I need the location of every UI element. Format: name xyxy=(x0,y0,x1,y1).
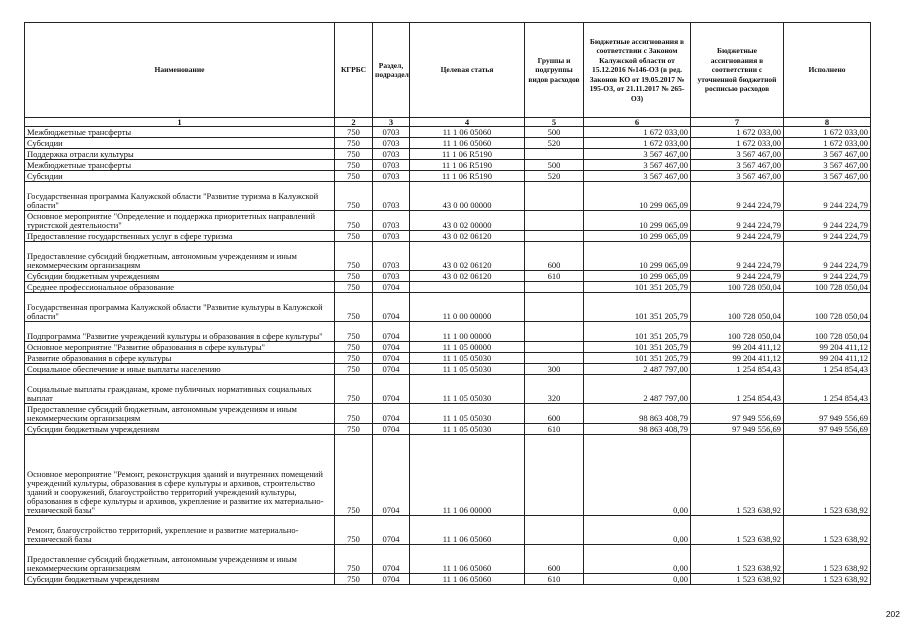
row-expense-group: 610 xyxy=(525,424,584,435)
row-expense-group: 600 xyxy=(525,404,584,424)
column-number: 2 xyxy=(335,118,373,127)
row-target-article: 11 1 05 05030 xyxy=(410,353,525,364)
row-law-allocation: 101 351 205,79 xyxy=(584,282,691,293)
table-row xyxy=(25,171,871,182)
table-row xyxy=(25,160,871,171)
row-executed: 100 728 050,04 xyxy=(784,322,871,342)
header-law: Бюджетные ассигнования в соответствии с Законом Калужской области от 15.12.2016 №146-ОЗ (в ред. Законов КО от 19.05.2017 № 195-ОЗ, от 21.11.2017 № 265-ОЗ) xyxy=(584,23,691,118)
row-name: Развитие образования в сфере культуры xyxy=(25,353,335,364)
row-list-allocation: 1 254 854,43 xyxy=(691,364,784,375)
row-target-article: 11 1 06 05060 xyxy=(410,127,525,138)
row-section: 0704 xyxy=(373,282,410,293)
table-header-row xyxy=(25,23,871,118)
row-executed: 9 244 224,79 xyxy=(784,182,871,211)
row-name: Предоставление субсидий бюджетным, автономным учреждениям и иным некоммерческим организациям xyxy=(25,404,335,424)
column-number: 7 xyxy=(691,118,784,127)
row-name: Межбюджетные трансферты xyxy=(25,127,335,138)
header-target: Целевая статья xyxy=(410,23,525,118)
row-list-allocation: 3 567 467,00 xyxy=(691,171,784,182)
table-row xyxy=(25,364,871,375)
row-kgrbs: 750 xyxy=(335,282,373,293)
row-target-article: 11 1 06 05060 xyxy=(410,138,525,149)
row-kgrbs: 750 xyxy=(335,516,373,545)
row-section: 0704 xyxy=(373,435,410,516)
row-name: Субсидии бюджетным учреждениям xyxy=(25,271,335,282)
row-name: Предоставление государственных услуг в сфере туризма xyxy=(25,231,335,242)
row-name: Основное мероприятие "Определение и поддержка приоритетных направлений туристской деятельности" xyxy=(25,211,335,231)
column-number: 4 xyxy=(410,118,525,127)
row-executed: 9 244 224,79 xyxy=(784,242,871,271)
table-row xyxy=(25,211,871,231)
row-target-article: 43 0 02 06120 xyxy=(410,231,525,242)
row-list-allocation: 99 204 411,12 xyxy=(691,353,784,364)
row-name: Межбюджетные трансферты xyxy=(25,160,335,171)
row-list-allocation: 100 728 050,04 xyxy=(691,322,784,342)
row-executed: 1 672 033,00 xyxy=(784,127,871,138)
row-law-allocation: 2 487 797,00 xyxy=(584,375,691,404)
row-executed: 1 254 854,43 xyxy=(784,375,871,404)
row-list-allocation: 9 244 224,79 xyxy=(691,211,784,231)
row-law-allocation: 10 299 065,09 xyxy=(584,211,691,231)
row-law-allocation: 98 863 408,79 xyxy=(584,404,691,424)
row-section: 0704 xyxy=(373,342,410,353)
row-list-allocation: 9 244 224,79 xyxy=(691,231,784,242)
row-section: 0704 xyxy=(373,574,410,585)
row-law-allocation: 10 299 065,09 xyxy=(584,231,691,242)
row-expense-group: 520 xyxy=(525,171,584,182)
header-section: Раздел, подраздел xyxy=(373,23,410,118)
row-kgrbs: 750 xyxy=(335,271,373,282)
header-name: Наименование xyxy=(25,23,335,118)
row-kgrbs: 750 xyxy=(335,211,373,231)
row-list-allocation: 9 244 224,79 xyxy=(691,242,784,271)
row-target-article: 43 0 00 00000 xyxy=(410,182,525,211)
row-name: Поддержка отрасли культуры xyxy=(25,149,335,160)
row-section: 0703 xyxy=(373,127,410,138)
table-row xyxy=(25,293,871,322)
row-executed: 97 949 556,69 xyxy=(784,404,871,424)
row-expense-group xyxy=(525,293,584,322)
row-list-allocation: 1 254 854,43 xyxy=(691,375,784,404)
row-expense-group: 300 xyxy=(525,364,584,375)
row-kgrbs: 750 xyxy=(335,182,373,211)
row-list-allocation: 1 523 638,92 xyxy=(691,435,784,516)
column-number: 5 xyxy=(525,118,584,127)
row-kgrbs: 750 xyxy=(335,404,373,424)
table-row xyxy=(25,574,871,585)
row-name: Среднее профессиональное образование xyxy=(25,282,335,293)
row-list-allocation: 100 728 050,04 xyxy=(691,293,784,322)
row-section: 0704 xyxy=(373,516,410,545)
row-target-article: 11 1 06 R5190 xyxy=(410,149,525,160)
row-kgrbs: 750 xyxy=(335,353,373,364)
row-section: 0703 xyxy=(373,182,410,211)
row-expense-group: 500 xyxy=(525,127,584,138)
row-list-allocation: 9 244 224,79 xyxy=(691,271,784,282)
row-target-article: 11 1 06 05060 xyxy=(410,516,525,545)
row-name: Социальное обеспечение и иные выплаты населению xyxy=(25,364,335,375)
row-law-allocation: 1 672 033,00 xyxy=(584,127,691,138)
column-number: 6 xyxy=(584,118,691,127)
header-list: Бюджетные ассигнования в соответствии с уточненной бюджетной росписью расходов xyxy=(691,23,784,118)
row-expense-group xyxy=(525,516,584,545)
row-kgrbs: 750 xyxy=(335,342,373,353)
row-target-article: 43 0 02 06120 xyxy=(410,242,525,271)
row-target-article: 11 1 05 05030 xyxy=(410,364,525,375)
row-target-article: 11 1 06 R5190 xyxy=(410,160,525,171)
row-law-allocation: 3 567 467,00 xyxy=(584,149,691,160)
table-row xyxy=(25,271,871,282)
row-law-allocation: 101 351 205,79 xyxy=(584,342,691,353)
row-section: 0703 xyxy=(373,171,410,182)
row-executed: 99 204 411,12 xyxy=(784,353,871,364)
row-expense-group: 600 xyxy=(525,545,584,574)
row-section: 0703 xyxy=(373,231,410,242)
table-row xyxy=(25,424,871,435)
row-executed: 3 567 467,00 xyxy=(784,171,871,182)
table-row xyxy=(25,353,871,364)
row-expense-group xyxy=(525,353,584,364)
row-section: 0704 xyxy=(373,404,410,424)
row-law-allocation: 0,00 xyxy=(584,574,691,585)
row-expense-group: 520 xyxy=(525,138,584,149)
row-expense-group: 320 xyxy=(525,375,584,404)
row-name: Предоставление субсидий бюджетным, автономным учреждениям и иным некоммерческим организациям xyxy=(25,545,335,574)
row-law-allocation: 10 299 065,09 xyxy=(584,182,691,211)
row-section: 0704 xyxy=(373,375,410,404)
row-target-article: 11 1 05 05030 xyxy=(410,404,525,424)
row-target-article: 11 1 06 00000 xyxy=(410,435,525,516)
row-list-allocation: 1 523 638,92 xyxy=(691,574,784,585)
row-section: 0704 xyxy=(373,364,410,375)
row-section: 0704 xyxy=(373,293,410,322)
table-row xyxy=(25,545,871,574)
row-target-article: 43 0 02 06120 xyxy=(410,271,525,282)
row-law-allocation: 1 672 033,00 xyxy=(584,138,691,149)
row-section: 0703 xyxy=(373,271,410,282)
table-row xyxy=(25,342,871,353)
row-executed: 100 728 050,04 xyxy=(784,282,871,293)
table-row xyxy=(25,282,871,293)
row-executed: 1 523 638,92 xyxy=(784,545,871,574)
row-expense-group xyxy=(525,231,584,242)
table-row xyxy=(25,375,871,404)
row-target-article: 11 1 00 00000 xyxy=(410,322,525,342)
row-target-article: 11 1 05 05030 xyxy=(410,375,525,404)
row-executed: 9 244 224,79 xyxy=(784,211,871,231)
row-kgrbs: 750 xyxy=(335,435,373,516)
row-law-allocation: 10 299 065,09 xyxy=(584,271,691,282)
row-expense-group xyxy=(525,282,584,293)
table-row xyxy=(25,516,871,545)
row-section: 0703 xyxy=(373,211,410,231)
row-executed: 1 254 854,43 xyxy=(784,364,871,375)
row-expense-group xyxy=(525,211,584,231)
row-kgrbs: 750 xyxy=(335,231,373,242)
row-expense-group: 600 xyxy=(525,242,584,271)
row-expense-group: 500 xyxy=(525,160,584,171)
row-name: Основное мероприятие "Развитие образования в сфере культуры" xyxy=(25,342,335,353)
row-name: Субсидии бюджетным учреждениям xyxy=(25,424,335,435)
row-target-article: 11 1 05 05030 xyxy=(410,424,525,435)
row-list-allocation: 97 949 556,69 xyxy=(691,404,784,424)
row-name: Ремонт, благоустройство территорий, укрепление и развитие материально-технической базы xyxy=(25,516,335,545)
row-executed: 9 244 224,79 xyxy=(784,271,871,282)
row-law-allocation: 101 351 205,79 xyxy=(584,322,691,342)
row-executed: 1 523 638,92 xyxy=(784,435,871,516)
row-kgrbs: 750 xyxy=(335,138,373,149)
row-name: Государственная программа Калужской области "Развитие туризма в Калужской области" xyxy=(25,182,335,211)
row-law-allocation: 3 567 467,00 xyxy=(584,160,691,171)
row-expense-group: 610 xyxy=(525,574,584,585)
row-expense-group xyxy=(525,322,584,342)
row-law-allocation: 101 351 205,79 xyxy=(584,293,691,322)
header-done: Исполнено xyxy=(784,23,871,118)
row-section: 0703 xyxy=(373,242,410,271)
row-expense-group xyxy=(525,435,584,516)
row-kgrbs: 750 xyxy=(335,424,373,435)
row-section: 0704 xyxy=(373,424,410,435)
row-kgrbs: 750 xyxy=(335,149,373,160)
row-section: 0704 xyxy=(373,545,410,574)
row-name: Государственная программа Калужской области "Развитие культуры в Калужской области" xyxy=(25,293,335,322)
table-row xyxy=(25,435,871,516)
row-expense-group: 610 xyxy=(525,271,584,282)
table-row xyxy=(25,182,871,211)
row-section: 0704 xyxy=(373,353,410,364)
row-list-allocation: 3 567 467,00 xyxy=(691,149,784,160)
header-groups: Группы и подгруппы видов расходов xyxy=(525,23,584,118)
row-law-allocation: 2 487 797,00 xyxy=(584,364,691,375)
table-row xyxy=(25,242,871,271)
budget-table xyxy=(24,22,871,585)
row-target-article: 11 1 06 05060 xyxy=(410,545,525,574)
table-row xyxy=(25,322,871,342)
row-kgrbs: 750 xyxy=(335,545,373,574)
table-row xyxy=(25,149,871,160)
row-law-allocation: 0,00 xyxy=(584,435,691,516)
row-executed: 100 728 050,04 xyxy=(784,293,871,322)
row-executed: 1 523 638,92 xyxy=(784,516,871,545)
row-expense-group xyxy=(525,182,584,211)
row-kgrbs: 750 xyxy=(335,322,373,342)
row-expense-group xyxy=(525,149,584,160)
row-kgrbs: 750 xyxy=(335,375,373,404)
row-executed: 97 949 556,69 xyxy=(784,424,871,435)
header-kgrbs: КГРБС xyxy=(335,23,373,118)
row-list-allocation: 1 672 033,00 xyxy=(691,127,784,138)
row-law-allocation: 0,00 xyxy=(584,545,691,574)
row-name: Социальные выплаты гражданам, кроме публичных нормативных социальных выплат xyxy=(25,375,335,404)
row-section: 0704 xyxy=(373,322,410,342)
row-list-allocation: 99 204 411,12 xyxy=(691,342,784,353)
table-row xyxy=(25,404,871,424)
row-name: Субсидии бюджетным учреждениям xyxy=(25,574,335,585)
column-number: 1 xyxy=(25,118,335,127)
table-row xyxy=(25,127,871,138)
row-target-article: 11 0 00 00000 xyxy=(410,293,525,322)
column-number: 3 xyxy=(373,118,410,127)
row-name: Субсидии xyxy=(25,138,335,149)
row-list-allocation: 100 728 050,04 xyxy=(691,282,784,293)
row-law-allocation: 101 351 205,79 xyxy=(584,353,691,364)
table-row xyxy=(25,231,871,242)
row-kgrbs: 750 xyxy=(335,574,373,585)
column-number-row xyxy=(25,118,871,127)
row-target-article xyxy=(410,282,525,293)
row-list-allocation: 97 949 556,69 xyxy=(691,424,784,435)
row-name: Основное мероприятие "Ремонт, реконструкция зданий и внутренних помещений учреждений культуры, образования в сфере культуры и архивов, строительство зданий и сооружений, благоустройство территорий учреждений культуры, образования в сфере культуры и архивов, укрепление и развитие их материально-технической базы" xyxy=(25,435,335,516)
page-number: 202 xyxy=(885,609,900,619)
row-target-article: 11 1 06 R5190 xyxy=(410,171,525,182)
row-section: 0703 xyxy=(373,149,410,160)
row-law-allocation: 98 863 408,79 xyxy=(584,424,691,435)
row-section: 0703 xyxy=(373,160,410,171)
row-executed: 9 244 224,79 xyxy=(784,231,871,242)
column-number: 8 xyxy=(784,118,871,127)
row-kgrbs: 750 xyxy=(335,127,373,138)
row-law-allocation: 10 299 065,09 xyxy=(584,242,691,271)
row-executed: 3 567 467,00 xyxy=(784,149,871,160)
row-list-allocation: 1 523 638,92 xyxy=(691,545,784,574)
row-list-allocation: 3 567 467,00 xyxy=(691,160,784,171)
row-list-allocation: 9 244 224,79 xyxy=(691,182,784,211)
row-kgrbs: 750 xyxy=(335,293,373,322)
row-expense-group xyxy=(525,342,584,353)
row-name: Подпрограмма "Развитие учреждений культуры и образования в сфере культуры" xyxy=(25,322,335,342)
row-executed: 99 204 411,12 xyxy=(784,342,871,353)
row-target-article: 43 0 02 00000 xyxy=(410,211,525,231)
row-name: Субсидии xyxy=(25,171,335,182)
row-law-allocation: 0,00 xyxy=(584,516,691,545)
row-name: Предоставление субсидий бюджетным, автономным учреждениям и иным некоммерческим организациям xyxy=(25,242,335,271)
row-list-allocation: 1 672 033,00 xyxy=(691,138,784,149)
row-executed: 3 567 467,00 xyxy=(784,160,871,171)
row-kgrbs: 750 xyxy=(335,364,373,375)
row-executed: 1 672 033,00 xyxy=(784,138,871,149)
table-row xyxy=(25,138,871,149)
row-kgrbs: 750 xyxy=(335,160,373,171)
row-list-allocation: 1 523 638,92 xyxy=(691,516,784,545)
row-kgrbs: 750 xyxy=(335,242,373,271)
row-section: 0703 xyxy=(373,138,410,149)
table-body xyxy=(25,127,871,585)
row-kgrbs: 750 xyxy=(335,171,373,182)
row-target-article: 11 1 06 05060 xyxy=(410,574,525,585)
row-law-allocation: 3 567 467,00 xyxy=(584,171,691,182)
row-executed: 1 523 638,92 xyxy=(784,574,871,585)
row-target-article: 11 1 05 00000 xyxy=(410,342,525,353)
